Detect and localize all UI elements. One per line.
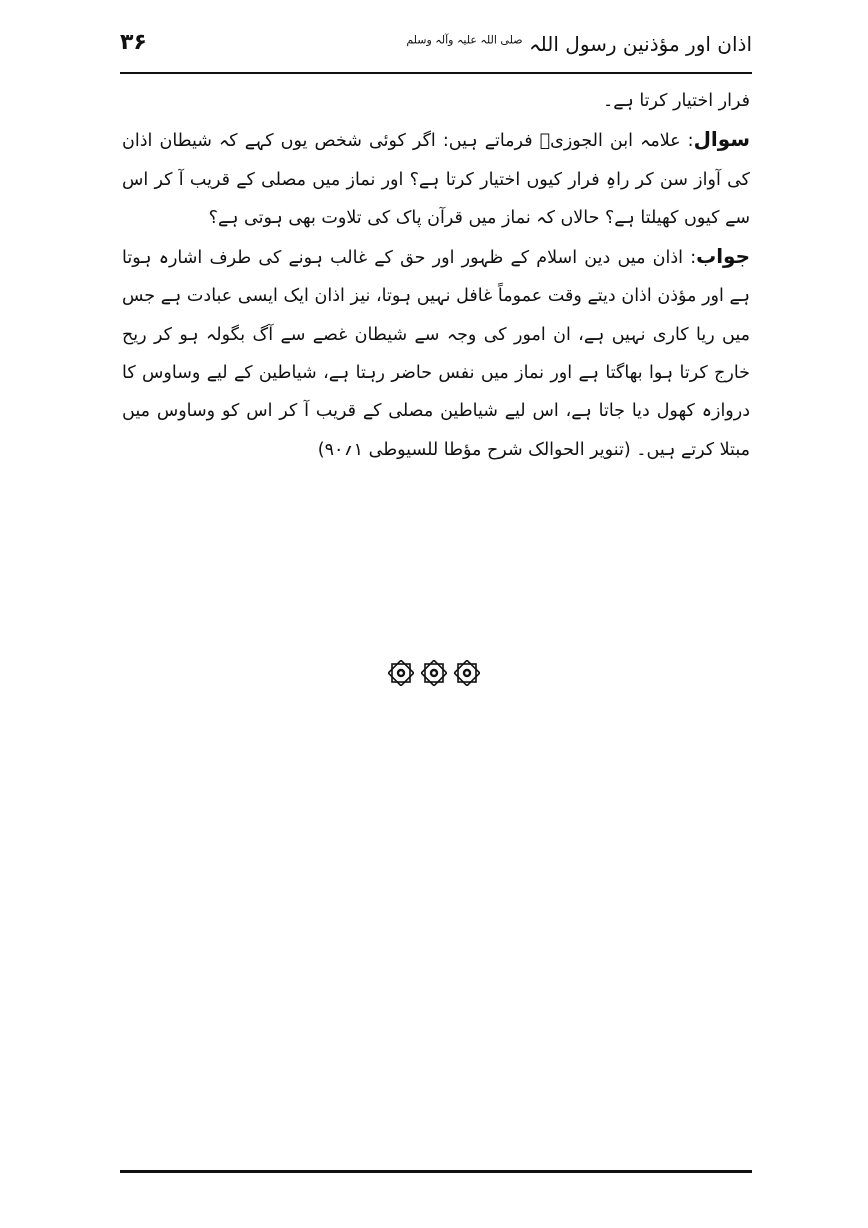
salutation-text: صلی اللہ علیہ وآلہ وسلم: [406, 33, 523, 47]
main-text: [122, 82, 750, 469]
eight-point-star-icon: [454, 660, 480, 686]
question-label: سوال: [693, 127, 750, 152]
question-paragraph: [122, 120, 750, 237]
book-title-text: اذان اور مؤذنین رسول اللہ: [528, 32, 752, 56]
header-divider: [120, 72, 752, 74]
question-text: : علامہ ابن الجوزیؒ فرماتے ہیں: اگر کوئی شخص یوں کہے کہ شیطان اذان کی آواز سن کر راہِ فرار کیوں اختیار کرتا ہے؟ اور نماز میں مصلی کے قریب آ کر اس سے کیوں کھیلتا ہے؟ حالاں کہ نماز میں قرآن پاک کی تلاوت بھی ہوتی ہے؟: [122, 131, 750, 228]
running-title: [406, 32, 752, 56]
page-number: ۳۶: [120, 30, 147, 55]
page-header: [120, 26, 752, 70]
eight-point-star-icon: [388, 660, 414, 686]
eight-point-star-icon: [421, 660, 447, 686]
intro-line: فرار اختیار کرتا ہے۔: [603, 91, 750, 111]
answer-label: جواب: [696, 244, 750, 269]
answer-text: : اذان میں دین اسلام کے ظہور اور حق کے غالب ہونے کی طرف اشارہ ہوتا ہے اور مؤذن اذان دیتے وقت عموماً غافل نہیں ہوتا، نیز اذان ایک ایسی عبادت ہے جس میں ریا کاری نہیں ہے، ان امور کی وجہ سے شیطان غصے سے آگ بگولہ ہو کر ریح خارج کرتا ہوا بھاگتا ہے اور نماز میں نفس حاضر رہتا ہے، شیاطین کے لیے وساوس کا دروازہ کھول دیا جاتا ہے، اس لیے شیاطین مصلی کے قریب آ کر اس کو وساوس میں مبتلا کرتے ہیں۔: [122, 248, 750, 460]
answer-paragraph: [122, 237, 750, 469]
section-ornament: [0, 660, 868, 686]
footer-divider: [120, 1170, 752, 1173]
citation: (تنویر الحوالک شرح مؤطا للسیوطی ۱؍۹۰): [317, 439, 631, 460]
